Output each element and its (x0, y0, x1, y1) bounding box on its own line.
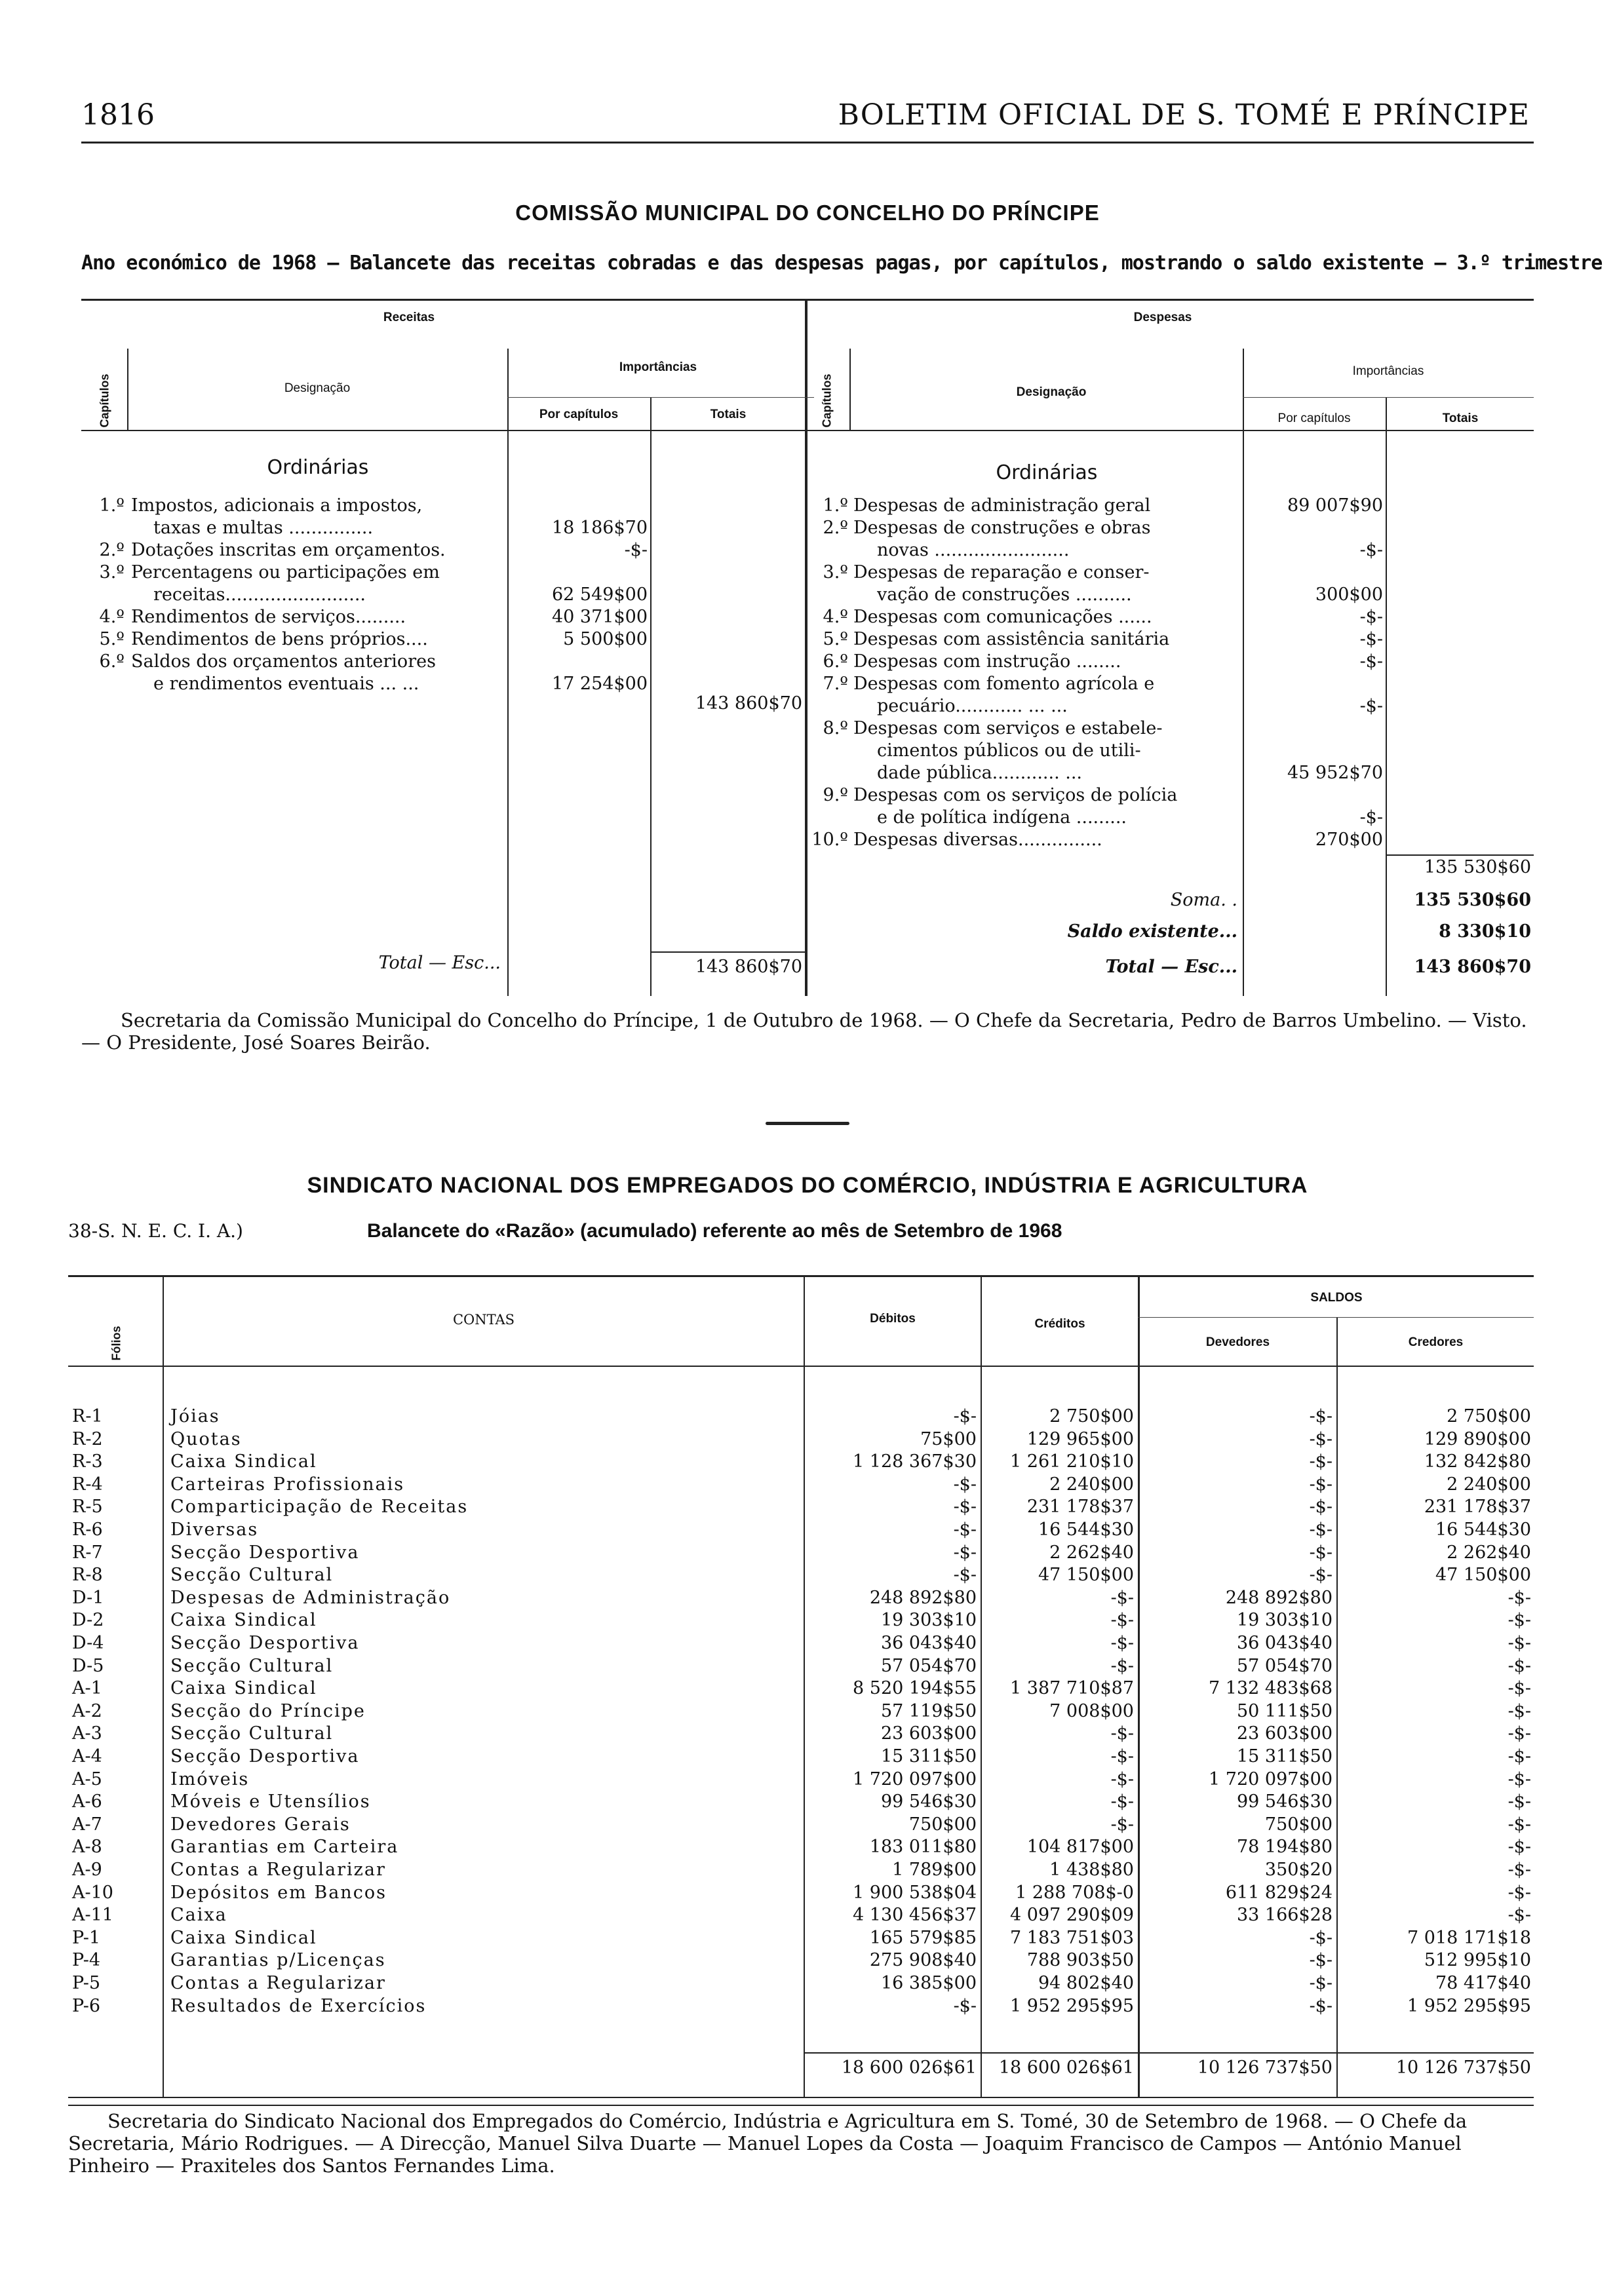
balancete-conta: Caixa Sindical (170, 1451, 317, 1472)
balancete-credito: 4 097 290$09 (1010, 1905, 1134, 1925)
receita-designacao: Rendimentos de serviços......... (131, 607, 406, 627)
header-rule (81, 142, 1534, 144)
despesa-cap: 2.º (823, 518, 848, 538)
balancete-devedor: 78 194$80 (1236, 1837, 1333, 1857)
balancete-credito: 7 008$00 (1049, 1701, 1134, 1721)
balancete-devedor: -$- (1309, 1406, 1333, 1426)
balancete-credito: 104 817$00 (1026, 1837, 1134, 1857)
balancete-credor: 47 150$00 (1435, 1565, 1531, 1585)
balancete-credor: 129 890$00 (1424, 1429, 1531, 1449)
balancete-folio: D-5 (72, 1656, 104, 1676)
balancete-devedor: 19 303$10 (1236, 1610, 1333, 1630)
section1-subtitle: Ano económico de 1968 — Balancete das receitas cobradas e das despesas pagas, por capítulos, mostrando o saldo existente — 3.º trimestre (81, 252, 1603, 275)
balancete-folio: R-8 (72, 1565, 103, 1585)
balancete-folio: A-3 (72, 1723, 102, 1744)
despesa-cap: 6.º (823, 651, 848, 672)
balancete-devedor: -$- (1309, 1520, 1333, 1540)
despesa-designacao: pecuário............ ... ... (877, 696, 1068, 716)
balancete-conta: Móveis e Utensílios (170, 1791, 371, 1812)
balancete-debito: 1 789$00 (892, 1860, 977, 1880)
balancete-credito: -$- (1110, 1656, 1134, 1676)
despesa-designacao: Despesas de construções e obras (853, 518, 1151, 538)
balancete-conta: Carteiras Profissionais (170, 1474, 405, 1495)
balancete-debito: 1 128 367$30 (853, 1451, 977, 1472)
balancete-debito: -$- (953, 1542, 977, 1563)
balancete-credor: 2 262$40 (1447, 1542, 1531, 1563)
balancete-debito: -$- (953, 1474, 977, 1495)
balancete-conta: Resultados de Exercícios (170, 1996, 427, 2016)
despesa-designacao: Despesas com fomento agrícola e (853, 674, 1155, 694)
balancete-devedor: -$- (1309, 1474, 1333, 1495)
despesa-valor: 89 007$90 (1287, 495, 1383, 516)
section1-footer: Secretaria da Comissão Municipal do Concelho do Príncipe, 1 de Outubro de 1968. — O Chefe da Secretaria, Pedro de Barros Umbelino. — Visto. — O Presidente, José Soares Beirão. (81, 1009, 1527, 1054)
despesa-designacao: dade pública............ ... (877, 763, 1082, 783)
balancete-conta: Secção Cultural (170, 1723, 334, 1744)
receita-designacao: Impostos, adicionais a impostos, (131, 495, 423, 516)
balancete-folio: A-4 (72, 1746, 102, 1767)
balancete-devedor: -$- (1309, 1429, 1333, 1449)
balancete-debito: 750$00 (908, 1814, 977, 1835)
receita-designacao: Dotações inscritas em orçamentos. (131, 540, 446, 560)
section1-heading: COMISSÃO MUNICIPAL DO CONCELHO DO PRÍNCIPE (515, 201, 1100, 225)
balancete-devedor: 50 111$50 (1236, 1701, 1333, 1721)
balancete-credito: 1 952 295$95 (1010, 1996, 1134, 2016)
despesa-cap: 4.º (823, 607, 848, 627)
balancete-folio: A-7 (72, 1814, 102, 1835)
balancete-credito: -$- (1110, 1814, 1134, 1835)
totais-header-left: Totais (710, 408, 747, 421)
despesa-designacao: e de política indígena ......... (877, 807, 1127, 828)
total-devedores: 10 126 737$50 (1197, 2057, 1333, 2078)
balancete-credito: 2 262$40 (1049, 1542, 1134, 1563)
balancete-credor: 2 240$00 (1447, 1474, 1531, 1495)
balancete-folio: A-9 (72, 1860, 102, 1880)
balancete-folio: A-11 (72, 1905, 113, 1925)
balancete-credito: 1 438$80 (1049, 1860, 1134, 1880)
ordinarias-label-left: Ordinárias (267, 456, 369, 479)
designacao-header-right: Designação (1016, 385, 1087, 399)
balancete-folio: R-6 (72, 1520, 103, 1540)
balancete-credor: -$- (1508, 1883, 1531, 1903)
balancete-conta: Secção Cultural (170, 1656, 334, 1676)
credores-header: Credores (1408, 1335, 1464, 1349)
balancete-devedor: 248 892$80 (1225, 1588, 1333, 1608)
balancete-debito: -$- (953, 1520, 977, 1540)
balancete-devedor: 350$20 (1264, 1860, 1333, 1880)
balancete-conta: Contas a Regularizar (170, 1973, 386, 1993)
por-capitulos-header-left: Por capítulos (539, 408, 619, 421)
balancete-debito: 75$00 (920, 1429, 977, 1449)
balancete-conta: Despesas de Administração (170, 1588, 451, 1608)
balancete-folio: R-2 (72, 1429, 103, 1449)
balancete-conta: Comparticipação de Receitas (170, 1497, 469, 1517)
balancete-debito: 36 043$40 (880, 1633, 977, 1653)
balancete-credor: -$- (1508, 1723, 1531, 1744)
page-title: BOLETIM OFICIAL DE S. TOMÉ E PRÍNCIPE (838, 98, 1530, 132)
balancete-conta: Garantias em Carteira (170, 1837, 399, 1857)
balancete-folio: P-1 (72, 1928, 100, 1948)
receita-designacao: Percentagens ou participações em (131, 562, 440, 583)
balancete-folio: P-5 (72, 1973, 100, 1993)
designacao-header-left: Designação (284, 381, 351, 395)
balancete-credor: -$- (1508, 1860, 1531, 1880)
section2-heading: SINDICATO NACIONAL DOS EMPREGADOS DO COMÉRCIO, INDÚSTRIA E AGRICULTURA (307, 1173, 1308, 1198)
balancete-conta: Devedores Gerais (170, 1814, 351, 1835)
balancete-debito: 248 892$80 (869, 1588, 977, 1608)
balancete-conta: Garantias p/Licenças (170, 1950, 386, 1970)
balancete-debito: 57 119$50 (880, 1701, 977, 1721)
balancete-folio: R-3 (72, 1451, 103, 1472)
balancete-credito: 1 261 210$10 (1010, 1451, 1134, 1472)
balancete-credor: -$- (1508, 1678, 1531, 1698)
section2-bottom-rule (68, 2105, 1534, 2106)
balancete-folio: A-5 (72, 1769, 102, 1789)
balancete-folio: A-1 (72, 1678, 102, 1698)
despesa-valor: -$- (1359, 607, 1383, 627)
balancete-credor: 512 995$10 (1424, 1950, 1531, 1970)
despesa-cap: 1.º (823, 495, 848, 516)
balancete-devedor: -$- (1309, 1928, 1333, 1948)
receitas-total-value: 143 860$70 (695, 693, 802, 714)
balancete-conta: Caixa Sindical (170, 1928, 317, 1948)
balancete-conta: Imóveis (170, 1769, 250, 1789)
balancete-credor: -$- (1508, 1701, 1531, 1721)
despesa-designacao: Despesas diversas............... (853, 830, 1102, 850)
despesa-cap: 9.º (823, 785, 848, 805)
balancete-devedor: 57 054$70 (1236, 1656, 1333, 1676)
balancete-devedor: 611 829$24 (1225, 1883, 1333, 1903)
receita-designacao: e rendimentos eventuais ... ... (153, 674, 419, 694)
total-creditos: 18 600 026$61 (998, 2057, 1134, 2078)
balancete-credor: -$- (1508, 1588, 1531, 1608)
ordinarias-label-right: Ordinárias (996, 461, 1098, 484)
balancete-credito: 16 544$30 (1038, 1520, 1134, 1540)
balancete-credor: 2 750$00 (1447, 1406, 1531, 1426)
balancete-folio: A-2 (72, 1701, 102, 1721)
importancias-header-right: Importâncias (1352, 364, 1424, 378)
balancete-conta: Secção Cultural (170, 1565, 334, 1585)
balancete-debito: 23 603$00 (880, 1723, 977, 1744)
section-separator (766, 1122, 849, 1125)
despesa-valor: -$- (1359, 696, 1383, 716)
balancete-folio: P-6 (72, 1996, 100, 2016)
despesa-designacao: cimentos públicos ou de utili- (877, 740, 1141, 761)
saldo-existente-value: 8 330$10 (1439, 921, 1531, 942)
por-capitulos-header-right: Por capítulos (1277, 411, 1351, 425)
despesa-designacao: Despesas com assistência sanitária (853, 629, 1170, 649)
balancete-debito: 16 385$00 (880, 1973, 977, 1993)
totais-header-right: Totais (1442, 411, 1479, 425)
receitas-total-bottom: 143 860$70 (695, 957, 802, 977)
despesa-designacao: vação de construções .......... (877, 584, 1132, 605)
balancete-credor: 231 178$37 (1424, 1497, 1531, 1517)
balancete-credor: 78 417$40 (1435, 1973, 1531, 1993)
despesa-designacao: Despesas com serviços e estabele- (853, 718, 1163, 738)
despesa-valor: -$- (1359, 540, 1383, 560)
despesa-valor: -$- (1359, 629, 1383, 649)
balancete-devedor: -$- (1309, 1973, 1333, 1993)
balancete-table (68, 1275, 1534, 2098)
folios-header: Fólios (109, 1326, 123, 1361)
total-label: Total — Esc... (1105, 957, 1237, 977)
balancete-conta: Contas a Regularizar (170, 1860, 386, 1880)
section2-subtitle: Balancete do «Razão» (acumulado) referente ao mês de Setembro de 1968 (367, 1220, 1062, 1242)
balancete-folio: D-2 (72, 1610, 104, 1630)
balancete-conta: Caixa Sindical (170, 1610, 317, 1630)
page-number: 1816 (81, 98, 155, 132)
receita-valor: 17 254$00 (551, 674, 648, 694)
balancete-credor: 1 952 295$95 (1407, 1996, 1531, 2016)
balancete-credito: 2 750$00 (1049, 1406, 1134, 1426)
despesa-valor: 300$00 (1315, 584, 1383, 605)
balancete-credito: -$- (1110, 1723, 1134, 1744)
balancete-credito: -$- (1110, 1746, 1134, 1767)
receita-cap: 6.º (99, 651, 125, 672)
section2-code: 38-S. N. E. C. I. A.) (68, 1220, 243, 1242)
receita-cap: 3.º (99, 562, 125, 583)
balancete-debito: 4 130 456$37 (853, 1905, 977, 1925)
receita-cap: 4.º (99, 607, 125, 627)
balancete-credito: 231 178$37 (1026, 1497, 1134, 1517)
despesa-cap: 8.º (823, 718, 848, 738)
balancete-devedor: 23 603$00 (1236, 1723, 1333, 1744)
despesa-designacao: novas ........................ (877, 540, 1070, 560)
receita-valor: 5 500$00 (563, 629, 648, 649)
despesa-designacao: Despesas com os serviços de polícia (853, 785, 1178, 805)
receita-cap: 1.º (99, 495, 125, 516)
balancete-credito: 7 183 751$03 (1010, 1928, 1134, 1948)
balancete-devedor: 750$00 (1264, 1814, 1333, 1835)
creditos-header: Créditos (1034, 1317, 1085, 1331)
balancete-devedor: -$- (1309, 1996, 1333, 2016)
balancete-folio: R-7 (72, 1542, 103, 1563)
balancete-credito: 2 240$00 (1049, 1474, 1134, 1495)
importancias-header-left: Importâncias (619, 360, 697, 374)
despesa-cap: 7.º (823, 674, 848, 694)
soma-value: 135 530$60 (1414, 890, 1531, 910)
despesa-designacao: Despesas de reparação e conser- (853, 562, 1150, 583)
balancete-debito: 1 720 097$00 (853, 1769, 977, 1789)
capitulos-header-left: Capítulos (98, 373, 111, 428)
devedores-header: Devedores (1205, 1335, 1270, 1349)
receita-valor: 40 371$00 (551, 607, 648, 627)
balancete-credito: 94 802$40 (1038, 1973, 1134, 1993)
balancete-debito: -$- (953, 1406, 977, 1426)
total-value: 143 860$70 (1414, 957, 1531, 977)
balancete-credor: 132 842$80 (1424, 1451, 1531, 1472)
total-debitos: 18 600 026$61 (841, 2057, 977, 2078)
receita-designacao: Saldos dos orçamentos anteriores (131, 651, 436, 672)
balancete-devedor: -$- (1309, 1497, 1333, 1517)
receitas-total-label: Total — Esc... (378, 953, 501, 973)
receita-valor: -$- (624, 540, 648, 560)
balancete-debito: 183 011$80 (869, 1837, 977, 1857)
balancete-folio: D-1 (72, 1588, 104, 1608)
despesa-cap: 10.º (811, 830, 848, 850)
balancete-credito: 788 903$50 (1026, 1950, 1134, 1970)
despesa-valor: -$- (1359, 807, 1383, 828)
balancete-folio: P-4 (72, 1950, 100, 1970)
balancete-conta: Secção Desportiva (170, 1542, 360, 1563)
despesa-designacao: Despesas de administração geral (853, 495, 1151, 516)
balancete-conta: Secção Desportiva (170, 1746, 360, 1767)
despesa-valor: 270$00 (1315, 830, 1383, 850)
balancete-debito: 19 303$10 (880, 1610, 977, 1630)
balancete-conta: Caixa (170, 1905, 227, 1925)
soma-label: Soma. . (1170, 890, 1237, 910)
balancete-credito: -$- (1110, 1791, 1134, 1812)
receita-cap: 2.º (99, 540, 125, 560)
despesa-cap: 3.º (823, 562, 848, 583)
balancete-debito: 1 900 538$04 (853, 1883, 977, 1903)
despesa-designacao: Despesas com comunicações ...... (853, 607, 1152, 627)
balancete-debito: 15 311$50 (880, 1746, 977, 1767)
balancete-folio: R-1 (72, 1406, 103, 1426)
balancete-credor: -$- (1508, 1814, 1531, 1835)
saldos-header: SALDOS (1310, 1291, 1363, 1305)
balancete-conta: Quotas (170, 1429, 242, 1449)
balancete-credito: 1 387 710$87 (1010, 1678, 1134, 1698)
balancete-debito: 57 054$70 (880, 1656, 977, 1676)
balancete-credor: 7 018 171$18 (1407, 1928, 1531, 1948)
balancete-folio: A-6 (72, 1791, 102, 1812)
receita-valor: 62 549$00 (551, 584, 648, 605)
balancete-credito: -$- (1110, 1633, 1134, 1653)
despesa-valor: -$- (1359, 651, 1383, 672)
balancete-credito: 47 150$00 (1038, 1565, 1134, 1585)
balancete-credor: -$- (1508, 1791, 1531, 1812)
balancete-credor: -$- (1508, 1769, 1531, 1789)
receitas-header: Receitas (383, 311, 435, 324)
balancete-credor: -$- (1508, 1837, 1531, 1857)
balancete-debito: -$- (953, 1565, 977, 1585)
balancete-devedor: 15 311$50 (1236, 1746, 1333, 1767)
balancete-devedor: 33 166$28 (1236, 1905, 1333, 1925)
debitos-header: Débitos (870, 1312, 916, 1326)
balancete-conta: Depósitos em Bancos (170, 1883, 387, 1903)
balancete-folio: R-5 (72, 1497, 103, 1517)
balancete-debito: 165 579$85 (869, 1928, 977, 1948)
contas-header: CONTAS (452, 1312, 515, 1328)
receita-designacao: taxas e multas ............... (153, 518, 374, 538)
balancete-conta: Diversas (170, 1520, 259, 1540)
balancete-devedor: 99 546$30 (1236, 1791, 1333, 1812)
balancete-devedor: 7 132 483$68 (1209, 1678, 1333, 1698)
balancete-credito: -$- (1110, 1588, 1134, 1608)
balancete-debito: 275 908$40 (869, 1950, 977, 1970)
balancete-folio: R-4 (72, 1474, 103, 1495)
balancete-conta: Secção do Príncipe (170, 1701, 366, 1721)
balancete-credito: 129 965$00 (1026, 1429, 1134, 1449)
balancete-devedor: -$- (1309, 1542, 1333, 1563)
balancete-debito: 8 520 194$55 (853, 1678, 977, 1698)
balancete-folio: A-10 (72, 1883, 113, 1903)
receita-cap: 5.º (99, 629, 125, 649)
receita-valor: 18 186$70 (551, 518, 648, 538)
despesa-valor: 45 952$70 (1287, 763, 1383, 783)
saldo-existente-label: Saldo existente... (1067, 921, 1237, 942)
capitulos-header-right: Capítulos (820, 373, 834, 428)
despesas-total-value: 135 530$60 (1424, 857, 1531, 877)
balancete-debito: -$- (953, 1996, 977, 2016)
balancete-devedor: -$- (1309, 1451, 1333, 1472)
balancete-debito: -$- (953, 1497, 977, 1517)
balancete-credito: 1 288 708$-0 (1015, 1883, 1134, 1903)
balancete-conta: Caixa Sindical (170, 1678, 317, 1698)
balancete-credor: -$- (1508, 1905, 1531, 1925)
balancete-devedor: 1 720 097$00 (1209, 1769, 1333, 1789)
receitas-despesas-table (81, 299, 1534, 996)
balancete-credor: -$- (1508, 1656, 1531, 1676)
balancete-devedor: -$- (1309, 1950, 1333, 1970)
balancete-credito: -$- (1110, 1769, 1134, 1789)
despesa-designacao: Despesas com instrução ........ (853, 651, 1121, 672)
balancete-debito: 99 546$30 (880, 1791, 977, 1812)
balancete-credito: -$- (1110, 1610, 1134, 1630)
balancete-credor: -$- (1508, 1746, 1531, 1767)
balancete-devedor: -$- (1309, 1565, 1333, 1585)
balancete-credor: -$- (1508, 1633, 1531, 1653)
section2-footer: Secretaria do Sindicato Nacional dos Empregados do Comércio, Indústria e Agricultura em S. Tomé, 30 de Setembro de 1968. — O Chefe da Secretaria, Mário Rodrigues. — A Direcção, Manuel Silva Duarte — Manuel Lopes da Costa — Joaquim Francisco de Campos — António Manuel Pinheiro — Praxiteles dos Santos Fernandes Lima. (68, 2110, 1468, 2177)
balancete-folio: D-4 (72, 1633, 104, 1653)
despesas-header: Despesas (1133, 311, 1192, 324)
total-credores: 10 126 737$50 (1395, 2057, 1531, 2078)
balancete-credor: 16 544$30 (1435, 1520, 1531, 1540)
balancete-conta: Secção Desportiva (170, 1633, 360, 1653)
receita-designacao: receitas......................... (153, 584, 366, 605)
despesa-cap: 5.º (823, 629, 848, 649)
balancete-folio: A-8 (72, 1837, 102, 1857)
receita-designacao: Rendimentos de bens próprios.... (131, 629, 428, 649)
balancete-credor: -$- (1508, 1610, 1531, 1630)
balancete-conta: Jóias (170, 1406, 220, 1426)
balancete-devedor: 36 043$40 (1236, 1633, 1333, 1653)
